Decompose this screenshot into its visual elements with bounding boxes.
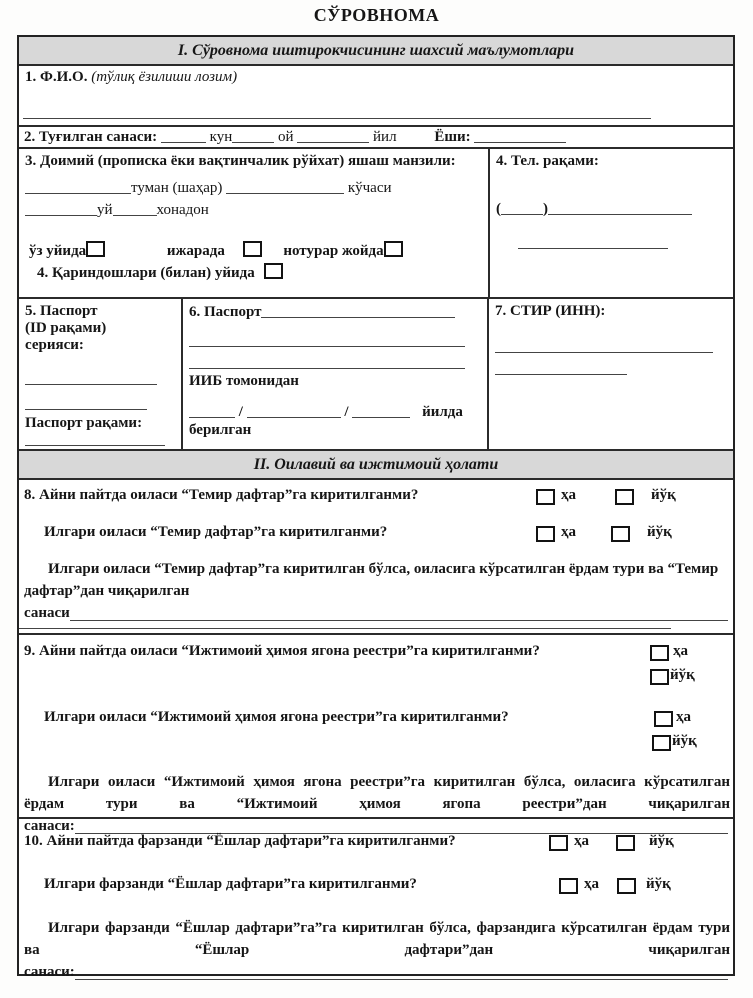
- section1-header: I. Сўровнома иштирокчисининг шахсий маълумотлари: [19, 37, 733, 64]
- fio-blank[interactable]: [23, 104, 651, 119]
- birthdate-label: 2. Туғилган санаси:: [24, 129, 158, 145]
- q8-current-no-label: йўқ: [651, 487, 676, 503]
- q10-current-no-label: йўқ: [649, 833, 674, 849]
- q8-current-yes-checkbox[interactable]: [536, 489, 555, 505]
- address-line2: [25, 201, 482, 219]
- rented-label: ижарада: [166, 243, 225, 259]
- fio-line: [19, 66, 733, 89]
- district-blank[interactable]: [25, 179, 131, 194]
- q8-previous-no-checkbox[interactable]: [611, 526, 630, 542]
- relatives-home-checkbox[interactable]: [264, 263, 283, 279]
- year-label: йил: [373, 129, 397, 145]
- q10-previous-line: [24, 876, 728, 897]
- phone-line1: [496, 200, 727, 218]
- q9-previous-no-checkbox[interactable]: [652, 735, 671, 751]
- q8-current-text: 8. Айни пайтда оиласи “Темир дафтар”га киритилганми?: [24, 487, 419, 503]
- address-label: 3. Доимий (прописка ёки вақтинчалик рўйхат) яшаш манзили:: [25, 153, 456, 169]
- rented-checkbox[interactable]: [243, 241, 262, 257]
- slash-1: /: [238, 404, 243, 420]
- passport-label: 6. Паспорт: [189, 304, 262, 320]
- q9-current-no-checkbox[interactable]: [650, 669, 669, 685]
- q10-current-yes-checkbox[interactable]: [549, 835, 568, 851]
- question-9: [19, 633, 733, 834]
- section2-header: II. Оилавий ва ижтимоий ҳолати: [19, 449, 733, 478]
- question-8: [19, 478, 733, 633]
- fio-note: (тўлиқ ёзилиши лозим): [91, 69, 238, 85]
- q9-previous-text: Илгари оиласи “Ижтимоий ҳимоя ягона реестри”га киритилганми?: [44, 709, 509, 725]
- q9-current-no-line: [24, 667, 728, 688]
- slash-2: /: [344, 404, 349, 420]
- district-label: туман (шаҳар): [131, 180, 223, 196]
- issued-label: берилган: [189, 422, 252, 438]
- questionnaire-form: [17, 35, 735, 980]
- q9-current-text: 9. Айни пайтда оиласи “Ижтимоий ҳимоя ягона реестри”га киритилганми?: [24, 643, 540, 659]
- birth-year-blank[interactable]: [297, 128, 369, 143]
- passport-blank-1[interactable]: [189, 332, 465, 347]
- age-label: Ёши:: [434, 129, 471, 145]
- question-10: [19, 817, 733, 980]
- series-blank-1[interactable]: [25, 370, 157, 385]
- q8-date-label: санаси: [24, 605, 70, 621]
- field-birthdate: [19, 125, 733, 147]
- q10-current-line: [24, 833, 728, 854]
- q10-previous-yes-checkbox[interactable]: [559, 878, 578, 894]
- passport-blank-2[interactable]: [189, 354, 465, 369]
- passport-series-label-3: серияси:: [25, 337, 84, 353]
- q10-current-no-checkbox[interactable]: [616, 835, 635, 851]
- passport-series-label-2: (ID рақами): [25, 320, 107, 336]
- passport-number-blank[interactable]: [25, 431, 165, 446]
- address-cell: [19, 149, 490, 297]
- q10-date-label: санаси:: [24, 964, 75, 980]
- passport-issue-cell: [183, 299, 489, 449]
- fio-label: 1. Ф.И.О.: [25, 69, 88, 85]
- tin-blank-1[interactable]: [495, 338, 713, 353]
- housing-type-line: [25, 241, 482, 260]
- month-label: ой: [277, 129, 294, 145]
- q10-current-yes-label: ҳа: [574, 833, 589, 849]
- street-label: кўчаси: [347, 180, 392, 196]
- day-label: кун: [209, 129, 233, 145]
- birth-day-blank[interactable]: [161, 128, 206, 143]
- q9-current-yes-checkbox[interactable]: [650, 645, 669, 661]
- phone-cell: [490, 149, 733, 297]
- q8-previous-yes-label: ҳа: [561, 524, 576, 540]
- series-blank-2[interactable]: [25, 395, 147, 410]
- q9-current-yes-label: ҳа: [673, 643, 688, 659]
- phone-number-blank[interactable]: [548, 200, 692, 215]
- address-line1: [25, 179, 482, 197]
- phone-code-blank[interactable]: [501, 200, 543, 215]
- q9-previous-yes-label: ҳа: [676, 709, 691, 725]
- q10-previous-no-checkbox[interactable]: [617, 878, 636, 894]
- phone-open-paren: (: [496, 201, 501, 217]
- q10-previous-yes-label: ҳа: [584, 876, 599, 892]
- field-passport-tin: [19, 297, 733, 449]
- q9-previous-no-line: [24, 733, 728, 754]
- passport-number-label: Паспорт рақами:: [25, 415, 143, 431]
- q8-extra-blank[interactable]: [19, 614, 671, 629]
- q9-previous-line: [24, 709, 728, 730]
- house-blank[interactable]: [25, 201, 97, 216]
- issue-year-blank[interactable]: [352, 403, 410, 418]
- q10-current-text: 10. Айни пайтда фарзанди “Ёшлар дафтари”га киритилганми?: [24, 833, 456, 849]
- passport-series-label-1: 5. Паспорт: [25, 303, 98, 319]
- issue-month-blank[interactable]: [247, 403, 341, 418]
- non-residential-checkbox[interactable]: [384, 241, 403, 257]
- tin-label: 7. СТИР (ИНН):: [495, 303, 606, 319]
- relatives-label: 4. Қариндошлари (билан) уйида: [37, 265, 255, 281]
- phone-label: 4. Тел. рақами:: [496, 153, 599, 169]
- house-label: уй: [97, 202, 113, 218]
- tin-cell: [489, 299, 733, 449]
- field-address-phone: [19, 147, 733, 297]
- q9-details-text: Илгари оиласи “Ижтимоий ҳимоя ягона реестри”га киритилган бўлса, оиласига кўрсатилган ёрдам тури ва “Ижтимоий ҳимоя ягопа реестри”дан чиқарилган: [24, 774, 730, 812]
- page-title: СЎРОВНОМА: [313, 5, 440, 25]
- q8-current-yes-label: ҳа: [561, 487, 576, 503]
- issue-day-blank[interactable]: [189, 403, 235, 418]
- q10-previous-no-label: йўқ: [646, 876, 671, 892]
- passport-series-cell: [19, 299, 183, 449]
- q9-previous-no-label: йўқ: [672, 733, 697, 749]
- own-home-label: ўз уйида: [29, 243, 87, 259]
- q8-previous-no-label: йўқ: [647, 524, 672, 540]
- q8-details-text: Илгари оиласи “Темир дафтар”га киритилган бўлса, оиласига кўрсатилган ёрдам тури ва “Темир дафтар”дан чиқарилган: [24, 561, 719, 599]
- q8-previous-text: Илгари оиласи “Темир дафтар”га киритилганми?: [44, 524, 388, 540]
- q9-date-label: санаси:: [24, 818, 75, 834]
- year-in-label: йилда: [422, 404, 463, 420]
- apartment-blank[interactable]: [113, 201, 157, 216]
- issued-by-label: ИИБ томонидан: [189, 373, 299, 389]
- q9-current-no-label: йўқ: [670, 667, 695, 683]
- q10-date-blank[interactable]: [75, 965, 728, 980]
- q9-previous-yes-checkbox[interactable]: [654, 711, 673, 727]
- phone-extra-blank[interactable]: [518, 234, 668, 249]
- street-blank[interactable]: [226, 179, 344, 194]
- q10-date-line: [24, 961, 728, 983]
- q10-previous-text: Илгари фарзанди “Ёшлар дафтари”га киритилганми?: [44, 876, 417, 892]
- apartment-label: хонадон: [156, 202, 209, 218]
- phone-line2: [496, 234, 727, 252]
- q9-current-line: [24, 643, 728, 664]
- q10-details-text: Илгари фарзанди “Ёшлар дафтари”га”га киритилган бўлса, фарзандига кўрсатилган ёрдам тури ва “Ёшлар дафтари”дан чиқарилган: [24, 920, 730, 958]
- q8-previous-line: [24, 524, 728, 545]
- q8-current-line: [24, 487, 728, 508]
- phone-close-paren: ): [543, 201, 548, 217]
- issue-date-line: [189, 403, 481, 421]
- birth-month-blank[interactable]: [232, 128, 274, 143]
- non-residential-label: нотурар жойда: [283, 243, 384, 259]
- q8-current-no-checkbox[interactable]: [615, 489, 634, 505]
- own-home-checkbox[interactable]: [86, 241, 105, 257]
- q8-previous-yes-checkbox[interactable]: [536, 526, 555, 542]
- field-fio: [19, 64, 733, 125]
- relatives-line: [25, 263, 482, 282]
- passport-blank-0[interactable]: [261, 303, 455, 318]
- age-blank[interactable]: [474, 128, 566, 143]
- tin-blank-2[interactable]: [495, 360, 627, 375]
